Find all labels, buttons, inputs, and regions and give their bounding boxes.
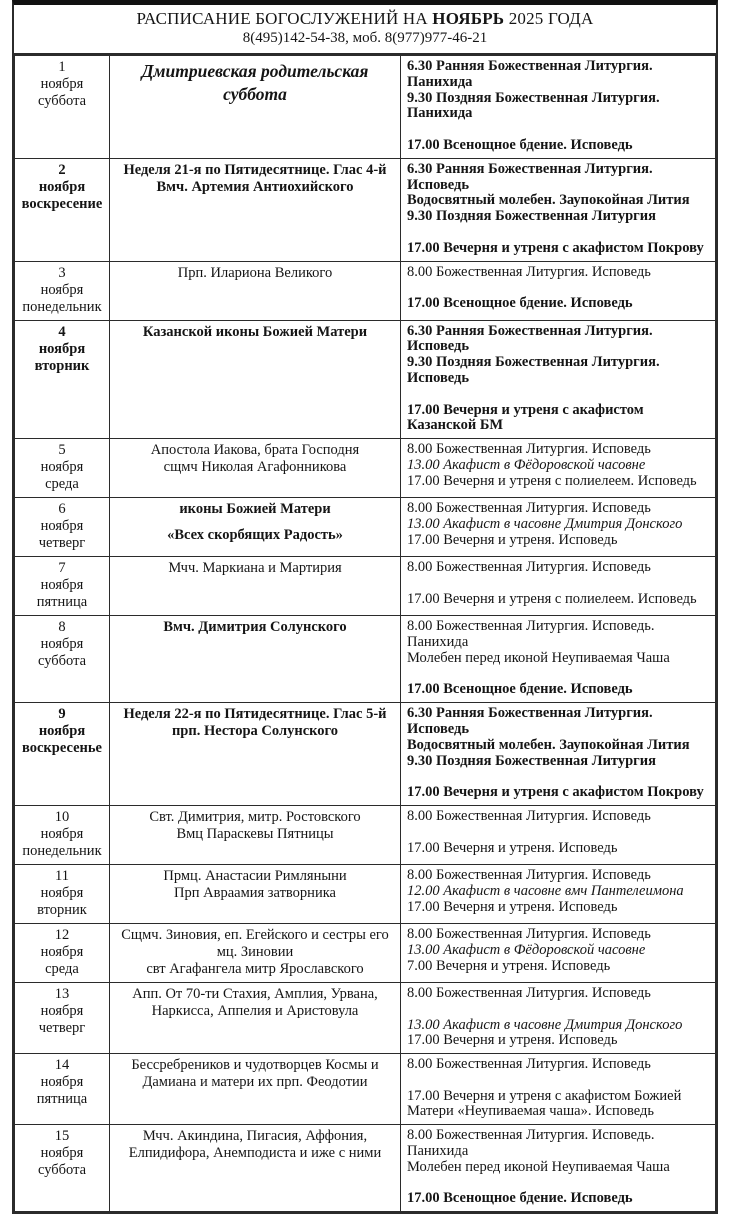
service-line [407,667,711,683]
date-weekday: среда [45,476,79,493]
date-day: 11 [55,867,69,884]
services-cell [401,56,716,159]
services-cell [401,439,716,498]
feast-line: «Всех скорбящих Радость» [167,527,343,544]
date-cell [15,1054,110,1125]
services-cell [401,158,716,261]
schedule-row [15,557,716,616]
service-line [407,1073,711,1089]
date-day: 3 [58,264,66,281]
service-line: 13.00 Акафист в Фёдоровской часовне [407,456,646,473]
service-line: 17.00 Всенощное бдение. Исповедь [407,1190,633,1207]
service-line: 17.00 Всенощное бдение. Исповедь [407,681,633,698]
feast-line: Прмц. Анастасии Римляныни [163,867,347,884]
service-line [407,280,711,296]
service-line: 6.30 Ранняя Божественная Литургия. Панихида [407,58,653,90]
feast-line: сщмч Николая Агафонникова [163,459,347,476]
schedule-row [15,982,716,1053]
service-line: 17.00 Вечерня и утреня с акафистом Покрову [407,784,704,801]
date-day: 6 [58,501,66,518]
service-line: Молебен перед иконой Неупиваемая Чаша [407,1158,670,1175]
schedule-body [15,56,716,1212]
feast-line: мц. Зиновии [216,943,294,960]
services-cell [401,1054,716,1125]
feast-cell [110,158,401,261]
schedule-row [15,439,716,498]
service-line: 6.30 Ранняя Божественная Литургия. Исповедь [407,160,653,193]
feast-line: Апп. От 70-ти Стахия, Амплия, Урвана, [132,985,378,1002]
feast-cell [110,261,401,320]
date-cell [15,616,110,703]
date-cell [15,557,110,616]
service-line: 17.00 Вечерня и утреня. Исповедь [407,531,618,548]
feast-line: Мчч. Акиндина, Пигасия, Аффония, [142,1128,368,1145]
schedule-row [15,923,716,982]
date-month: ноября [40,1002,84,1019]
feast-line: Вмч. Артемия Антиохийского [156,178,354,195]
service-line [407,1002,711,1018]
date-month: ноября [40,1145,84,1162]
service-line: 8.00 Божественная Литургия. Исповедь [407,807,651,824]
services-cell [401,864,716,923]
date-month: ноября [40,459,84,476]
services-cell [401,261,716,320]
date-month: ноября [40,943,84,960]
date-month: ноября [40,884,84,901]
date-weekday: суббота [37,1162,87,1179]
date-weekday: суббота [37,653,87,670]
service-line: 8.00 Божественная Литургия. Исповедь [407,559,651,576]
feast-line: Бессребреников и чудотворцев Космы и [131,1057,379,1074]
feast-cell [110,1054,401,1125]
service-line [407,225,711,241]
service-line: 17.00 Вечерня и утреня с акафистом Божией Матери «Неупиваемая чаша». Исповедь [407,1087,682,1120]
schedule-row [15,320,716,439]
feast-line: Наркисса, Аппелия и Аристовула [151,1002,359,1019]
date-month: ноября [40,281,84,298]
date-day: 2 [58,161,66,178]
title-suffix: 2025 ГОДА [504,9,594,28]
services-cell [401,923,716,982]
services-cell [401,805,716,864]
date-cell [15,261,110,320]
service-line [407,576,711,592]
service-line: 13.00 Акафист в часовне Дмитрия Донского [407,515,683,532]
date-day: 7 [58,560,66,577]
service-line: 17.00 Всенощное бдение. Исповедь [407,136,633,153]
schedule-row [15,1054,716,1125]
schedule-row [15,864,716,923]
service-line: 17.00 Вечерня и утреня. Исповедь [407,839,618,856]
service-line [407,1176,711,1192]
date-month: ноября [40,518,84,535]
schedule-document [12,0,718,1214]
service-line: 13.00 Акафист в часовне Дмитрия Донского [407,1016,683,1033]
schedule-row [15,616,716,703]
feast-cell [110,557,401,616]
date-cell [15,158,110,261]
feast-line: Мчч. Маркиана и Мартирия [168,560,342,577]
feast-line: Прп Авраамия затворника [174,884,336,901]
date-weekday: понедельник [22,298,102,315]
service-line [407,769,711,785]
services-cell [401,982,716,1053]
date-day: 10 [54,808,70,825]
service-line: 9.30 Поздняя Божественная Литургия. Исповедь [407,354,660,386]
services-cell [401,703,716,806]
service-line: 17.00 Вечерня и утреня. Исповедь [407,898,618,915]
date-cell [15,864,110,923]
date-weekday: суббота [37,93,87,109]
date-month: ноября [40,636,84,653]
feast-line: Вмц Параскевы Пятницы [176,825,334,842]
services-cell [401,498,716,557]
feast-line [113,518,397,527]
schedule-row [15,261,716,320]
service-line: 9.30 Поздняя Божественная Литургия. Панихида [407,89,660,122]
service-line [407,122,711,138]
feast-cell [110,56,401,159]
schedule-row [15,56,716,159]
service-line: Водосвятный молебен. Заупокойная Лития [407,736,690,753]
date-day: 9 [58,706,66,723]
document-header [14,5,716,55]
feast-cell [110,616,401,703]
title-month: НОЯБРЬ [432,9,505,28]
date-month: ноября [40,825,84,842]
schedule-row [15,498,716,557]
services-cell [401,557,716,616]
service-line: 17.00 Вечерня и утреня с акафистом Казанской БМ [407,401,644,434]
services-cell [401,320,716,439]
service-line: 17.00 Всенощное бдение. Исповедь [407,295,633,312]
service-line: 6.30 Ранняя Божественная Литургия. Исповедь [407,322,653,355]
feast-line: Прп. Илариона Великого [177,264,333,281]
service-line: 8.00 Божественная Литургия. Исповедь [407,984,651,1001]
date-day: 4 [58,323,66,340]
feast-cell [110,498,401,557]
date-cell [15,923,110,982]
date-cell [15,703,110,806]
services-cell [401,616,716,703]
date-day: 1 [58,59,66,75]
document-title [18,8,712,29]
date-day: 5 [58,442,66,459]
service-line: 17.00 Вечерня и утреня. Исповедь [407,1032,618,1049]
feast-line: Неделя 21-я по Пятидесятнице. Глас 4-й [123,161,387,178]
date-day: 13 [54,985,70,1002]
date-cell [15,498,110,557]
feast-cell [110,439,401,498]
service-line [407,387,711,403]
service-line: 8.00 Божественная Литургия. Исповедь. Панихида [407,618,655,650]
service-line: 8.00 Божественная Литургия. Исповедь [407,441,651,458]
service-line: Водосвятный молебен. Заупокойная Лития [407,192,690,209]
date-weekday: среда [45,960,79,977]
schedule-row [15,703,716,806]
feast-cell [110,320,401,439]
contact-phones: 8(495)142-54-38, моб. 8(977)977-46-21 [242,30,488,46]
service-line: 8.00 Божественная Литургия. Исповедь [407,866,651,883]
feast-cell [110,923,401,982]
date-cell [15,56,110,159]
date-month: ноября [40,1074,84,1091]
date-weekday: понедельник [22,842,102,859]
title-prefix: РАСПИСАНИЕ БОГОСЛУЖЕНИЙ НА [136,9,433,28]
date-month: ноября [40,577,84,594]
date-cell [15,439,110,498]
service-line: 17.00 Вечерня и утреня с акафистом Покрову [407,239,704,256]
feast-cell [110,1125,401,1212]
schedule-row [15,1125,716,1212]
date-weekday: четверг [38,1019,86,1036]
service-line: 17.00 Вечерня и утреня с полиелеем. Исповедь [407,472,697,489]
date-day: 12 [54,926,70,943]
date-day: 15 [54,1128,70,1145]
feast-line: Сщмч. Зиновия, еп. Егейского и сестры его [121,926,389,943]
schedule-row [15,805,716,864]
feast-line: прп. Нестора Солунского [171,723,339,740]
feast-line: Свт. Димитрия, митр. Ростовского [149,808,361,825]
services-cell [401,1125,716,1212]
date-cell [15,1125,110,1212]
feast-line: Дмитриевская родительская [141,61,369,81]
service-line: 8.00 Божественная Литургия. Исповедь [407,500,651,517]
service-line: 6.30 Ранняя Божественная Литургия. Исповедь [407,705,653,737]
service-line: 8.00 Божественная Литургия. Исповедь [407,925,651,942]
date-weekday: воскресение [21,195,103,212]
service-line: 8.00 Божественная Литургия. Исповедь [407,263,651,280]
feast-line: суббота [223,84,287,104]
feast-cell [110,703,401,806]
feast-line: свт Агафангела митр Ярославского [146,960,364,977]
feast-line: Вмч. Димитрия Солунского [163,619,347,636]
service-line: 12.00 Акафист в часовне вмч Пантелеимона [407,882,684,899]
feast-cell [110,805,401,864]
date-weekday: вторник [37,901,87,918]
service-line: 17.00 Вечерня и утреня с полиелеем. Исповедь [407,590,697,607]
date-weekday: четверг [38,535,86,552]
schedule-row [15,158,716,261]
service-line: 13.00 Акафист в Фёдоровской часовне [407,941,646,958]
date-month: ноября [38,340,86,357]
feast-cell [110,864,401,923]
feast-cell [110,982,401,1053]
service-line: 8.00 Божественная Литургия. Исповедь. Панихида [407,1127,655,1160]
date-weekday: пятница [36,594,88,611]
date-cell [15,320,110,439]
service-line: 7.00 Вечерня и утреня. Исповедь [407,957,611,974]
date-cell [15,805,110,864]
service-line: 9.30 Поздняя Божественная Литургия [407,208,656,225]
date-day: 8 [58,619,66,636]
schedule-table [14,55,716,1212]
service-line: 8.00 Божественная Литургия. Исповедь [407,1056,651,1073]
date-weekday: воскресенье [22,740,102,757]
service-line: 9.30 Поздняя Божественная Литургия [407,752,656,769]
date-cell [15,982,110,1053]
feast-line: Апостола Иакова, брата Господня [150,442,360,459]
date-weekday: пятница [36,1091,88,1108]
feast-line: Елпидифора, Анемподиста и иже с ними [128,1145,382,1162]
feast-line: Казанской иконы Божией Матери [142,323,368,340]
feast-line: иконы Божией Матери [179,501,331,518]
feast-line: Дамиана и матери их прп. Феодотии [142,1074,368,1091]
service-line: Молебен перед иконой Неупиваемая Чаша [407,649,670,666]
date-month: ноября [40,76,84,92]
feast-line: Неделя 22-я по Пятидесятнице. Глас 5-й [123,706,387,723]
date-month: ноября [38,178,86,195]
service-line [407,825,711,841]
date-day: 14 [54,1057,70,1074]
date-month: ноября [38,723,86,740]
date-weekday: вторник [34,357,90,374]
